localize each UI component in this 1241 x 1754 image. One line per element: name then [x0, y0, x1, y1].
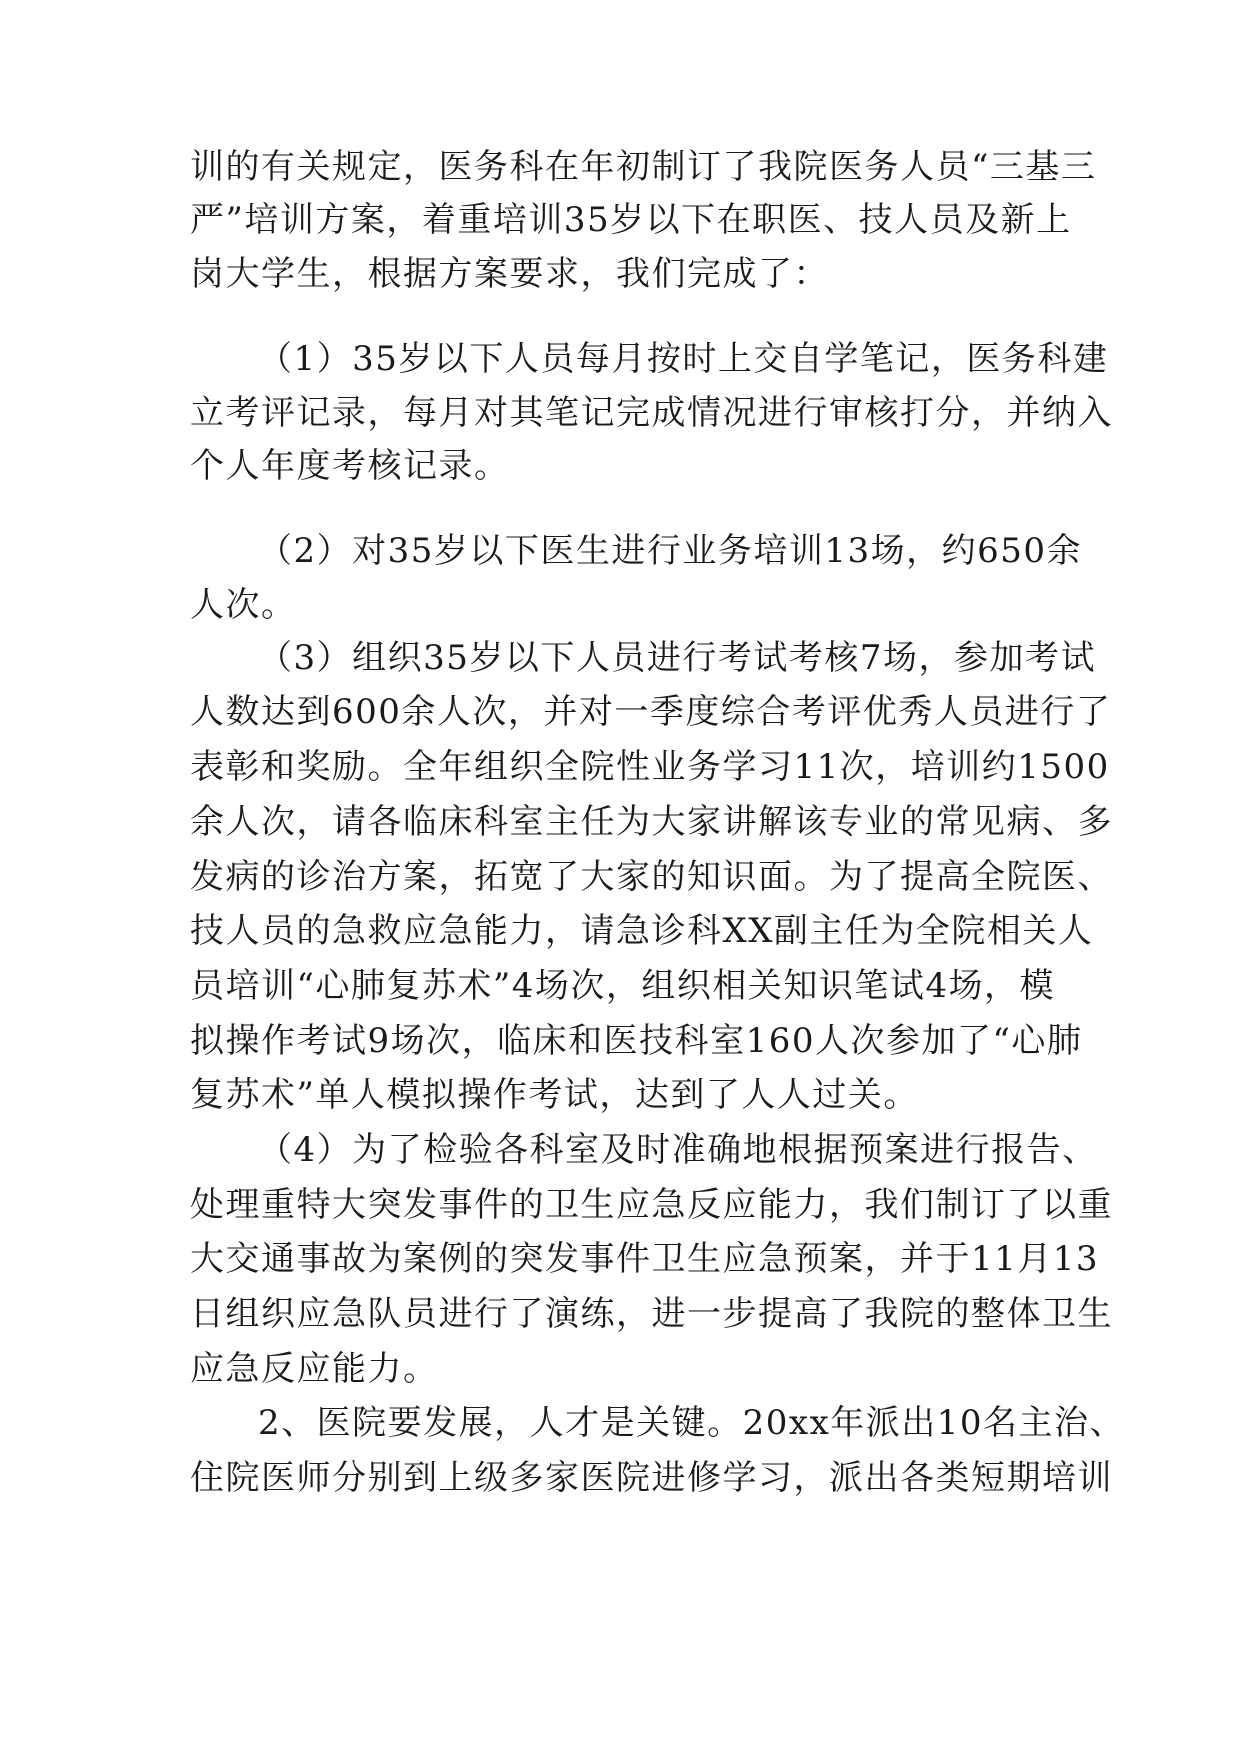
text-line: 技人员的急救应急能力，请急诊科XX副主任为全院相关人 — [190, 911, 1094, 951]
text-line: 应急反应能力。 — [190, 1349, 439, 1389]
text-line: 岗大学生，根据方案要求，我们完成了： — [190, 254, 829, 294]
text-line: 余人次，请各临床科室主任为大家讲解该专业的常见病、多 — [190, 802, 1113, 842]
text-line: （1）35岁以下人员每月按时上交自学笔记，医务科建 — [258, 339, 1109, 379]
text-line: 发病的诊治方案，拓宽了大家的知识面。为了提高全院医、 — [190, 857, 1113, 897]
text-line: 表彰和奖励。全年组织全院性业务学习11次，培训约1500 — [190, 747, 1110, 787]
text-line: 处理重特大突发事件的卫生应急反应能力，我们制订了以重 — [190, 1185, 1113, 1225]
text-line: 大交通事故为案例的突发事件卫生应急预案，并于11月13 — [190, 1239, 1100, 1279]
text-line: （3）组织35岁以下人员进行考试考核7场，参加考试 — [258, 638, 1097, 678]
text-line: 个人年度考核记录。 — [190, 446, 510, 486]
text-line: 人数达到600余人次，并对一季度综合考评优秀人员进行了 — [190, 692, 1112, 732]
text-line: 严”培训方案，着重培训35岁以下在职医、技人员及新上 — [190, 200, 1072, 240]
text-line: （2）对35岁以下医生进行业务培训13场，约650余 — [258, 531, 1083, 571]
text-line: 人次。 — [190, 585, 297, 625]
text-line: 拟操作考试9场次，临床和医技科室160人次参加了“心肺 — [190, 1021, 1083, 1061]
text-line: 住院医师分别到上级多家医院进修学习，派出各类短期培训 — [190, 1458, 1113, 1498]
text-line: 复苏术”单人模拟操作考试，达到了人人过关。 — [190, 1075, 919, 1115]
text-line: 2、医院要发展，人才是关键。20xx年派出10名主治、 — [258, 1403, 1126, 1443]
text-line: 立考评记录，每月对其笔记完成情况进行审核打分，并纳入 — [190, 393, 1113, 433]
text-line: （4）为了检验各科室及时准确地根据预案进行报告、 — [258, 1130, 1098, 1170]
text-line: 训的有关规定，医务科在年初制订了我院医务人员“三基三 — [190, 147, 1097, 187]
text-line: 日组织应急队员进行了演练，进一步提高了我院的整体卫生 — [190, 1294, 1113, 1334]
text-line: 员培训“心肺复苏术”4场次，组织相关知识笔试4场，模 — [190, 966, 1056, 1006]
